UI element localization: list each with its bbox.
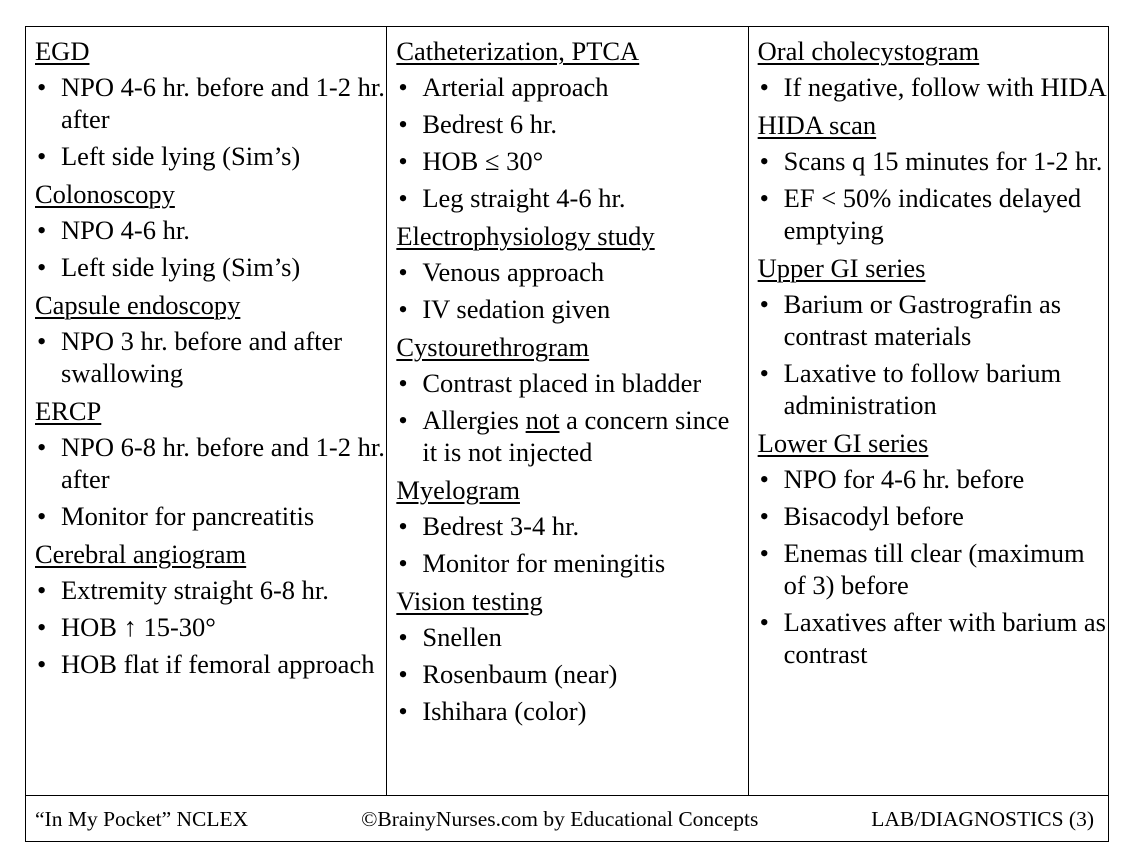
bullet-item: • NPO 3 hr. before and after swallowing bbox=[35, 325, 386, 389]
section bbox=[35, 35, 386, 172]
bullet-item: • Bedrest 6 hr. bbox=[396, 108, 747, 140]
bullet-list bbox=[758, 288, 1108, 421]
bullet-item: • Enemas till clear (maximum of 3) before bbox=[758, 537, 1108, 601]
footer bbox=[26, 796, 1108, 841]
bullet-item: • HOB ≤ 30° bbox=[396, 145, 747, 177]
section bbox=[758, 252, 1108, 421]
bullet-list bbox=[396, 71, 747, 214]
section bbox=[35, 395, 386, 532]
section bbox=[396, 331, 747, 468]
column-3 bbox=[748, 27, 1108, 795]
bullet-item: • IV sedation given bbox=[396, 293, 747, 325]
section-heading: Oral cholecystogram bbox=[757, 36, 980, 66]
bullet-item: • Monitor for pancreatitis bbox=[35, 500, 386, 532]
section-heading: EGD bbox=[35, 36, 90, 66]
bullet-list bbox=[758, 145, 1108, 246]
section-heading: Electrophysiology study bbox=[396, 221, 655, 251]
bullet-list bbox=[758, 71, 1108, 103]
section-heading: Lower GI series bbox=[757, 428, 929, 458]
section bbox=[35, 538, 386, 680]
column-2 bbox=[386, 27, 747, 795]
section-heading: Capsule endoscopy bbox=[35, 290, 241, 320]
bullet-item: • Monitor for meningitis bbox=[396, 547, 747, 579]
section-heading: Vision testing bbox=[396, 586, 543, 616]
bullet-item: • Rosenbaum (near) bbox=[396, 658, 747, 690]
section-heading: Catheterization, PTCA bbox=[396, 36, 640, 66]
bullet-item: • Arterial approach bbox=[396, 71, 747, 103]
section-heading: HIDA scan bbox=[757, 110, 877, 140]
section bbox=[396, 35, 747, 214]
bullet-list bbox=[396, 510, 747, 579]
bullet-item: • Laxatives after with barium as contrast bbox=[758, 606, 1108, 670]
bullet-item: • NPO 6-8 hr. before and 1-2 hr. after bbox=[35, 431, 386, 495]
bullet-list bbox=[396, 367, 747, 468]
bullet-item: • Allergies not a concern since it is not injected bbox=[396, 404, 747, 468]
section bbox=[758, 427, 1108, 670]
section bbox=[758, 109, 1108, 246]
bullet-item: • Extremity straight 6-8 hr. bbox=[35, 574, 386, 606]
bullet-list bbox=[758, 463, 1108, 670]
bullet-list bbox=[35, 574, 386, 680]
section-heading: Colonoscopy bbox=[35, 179, 175, 209]
bullet-list bbox=[35, 325, 386, 389]
section-heading: ERCP bbox=[35, 396, 102, 426]
bullet-item: • Venous approach bbox=[396, 256, 747, 288]
bullet-item: • Snellen bbox=[396, 621, 747, 653]
bullet-item: • Leg straight 4-6 hr. bbox=[396, 182, 747, 214]
bullet-item: • Contrast placed in bladder bbox=[396, 367, 747, 399]
bullet-list bbox=[35, 431, 386, 532]
footer-right: LAB/DIAGNOSTICS (3) bbox=[871, 807, 1094, 831]
section-heading: Cystourethrogram bbox=[396, 332, 590, 362]
section bbox=[396, 220, 747, 325]
bullet-item: • NPO 4-6 hr. before and 1-2 hr. after bbox=[35, 71, 386, 135]
bullet-item: • Left side lying (Sim’s) bbox=[35, 251, 386, 283]
reference-card bbox=[25, 26, 1109, 842]
section bbox=[396, 585, 747, 727]
bullet-item: • Left side lying (Sim’s) bbox=[35, 140, 386, 172]
bullet-item: • Laxative to follow barium administration bbox=[758, 357, 1108, 421]
section bbox=[396, 474, 747, 579]
section-heading: Upper GI series bbox=[757, 253, 926, 283]
bullet-item: • Bisacodyl before bbox=[758, 500, 1108, 532]
bullet-item: • HOB flat if femoral approach bbox=[35, 648, 386, 680]
footer-center: ©BrainyNurses.com by Educational Concepts bbox=[361, 807, 759, 831]
bullet-item: • If negative, follow with HIDA bbox=[758, 71, 1108, 103]
bullet-item: • NPO 4-6 hr. bbox=[35, 214, 386, 246]
section bbox=[35, 178, 386, 283]
bullet-list bbox=[396, 256, 747, 325]
section bbox=[35, 289, 386, 389]
bullet-list bbox=[35, 71, 386, 172]
bullet-item: • EF < 50% indicates delayed emptying bbox=[758, 182, 1108, 246]
bullet-item: • Barium or Gastrografin as contrast materials bbox=[758, 288, 1108, 352]
section-heading: Myelogram bbox=[396, 475, 520, 505]
column-1 bbox=[26, 27, 386, 795]
bullet-item: • HOB ↑ 15-30° bbox=[35, 611, 386, 643]
section-heading: Cerebral angiogram bbox=[35, 539, 247, 569]
emphasis-not: not bbox=[525, 405, 560, 435]
bullet-item: • Scans q 15 minutes for 1-2 hr. bbox=[758, 145, 1108, 177]
section bbox=[758, 35, 1108, 103]
bullet-list bbox=[35, 214, 386, 283]
bullet-item: • Ishihara (color) bbox=[396, 695, 747, 727]
bullet-item: • NPO for 4-6 hr. before bbox=[758, 463, 1108, 495]
columns-area bbox=[26, 27, 1108, 796]
bullet-list bbox=[396, 621, 747, 727]
footer-left: “In My Pocket” NCLEX bbox=[35, 807, 249, 831]
bullet-item: • Bedrest 3-4 hr. bbox=[396, 510, 747, 542]
